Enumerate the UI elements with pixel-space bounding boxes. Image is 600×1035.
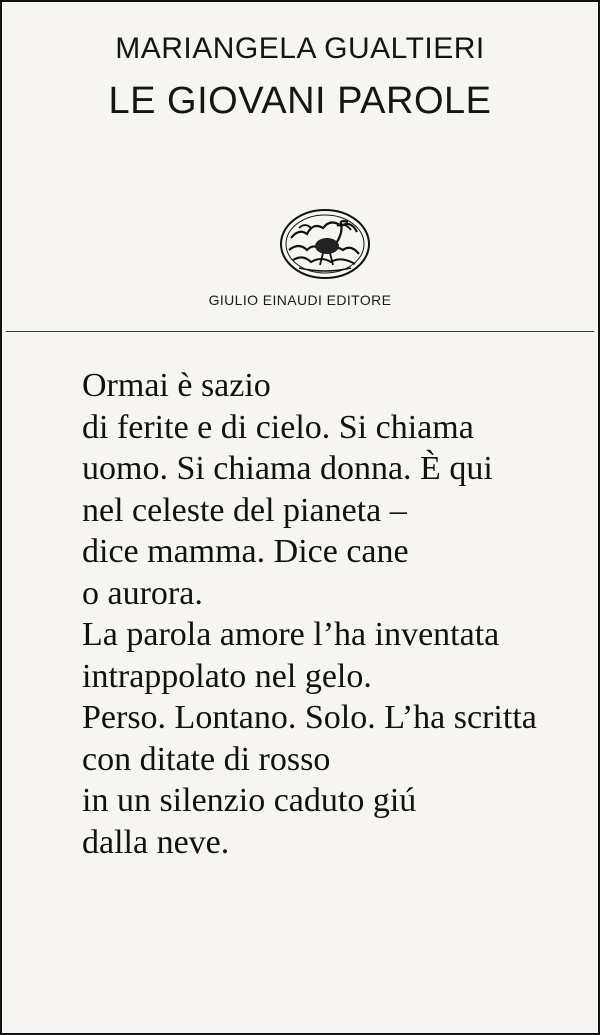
publisher-name: GIULIO EINAUDI EDITORE bbox=[208, 292, 392, 308]
poem-line: di ferite e di cielo. Si chiama bbox=[82, 408, 474, 446]
ostrich-emblem-icon bbox=[279, 208, 371, 280]
author-name: MARIANGELA GUALTIERI bbox=[115, 32, 485, 65]
poem-line: in un silenzio caduto giú bbox=[82, 782, 417, 819]
poem-line: dice mamma. Dice cane bbox=[82, 533, 409, 570]
poem-line: uomo. Si chiama donna. È qui bbox=[82, 450, 493, 487]
cover-divider bbox=[6, 331, 594, 332]
book-title: LE GIOVANI PAROLE bbox=[108, 80, 492, 122]
poem-line: intrappolato nel gelo. bbox=[82, 657, 372, 695]
poem-line: o aurora. bbox=[82, 574, 203, 612]
poem-line: Perso. Lontano. Solo. L’ha scritta bbox=[82, 699, 537, 736]
poem-line: dalla neve. bbox=[82, 823, 230, 861]
poem-line: La parola amore l’ha inventata bbox=[82, 616, 500, 653]
poem-text bbox=[82, 365, 537, 863]
poem-line: Ormai è sazio bbox=[82, 367, 271, 404]
poem-line: con ditate di rosso bbox=[82, 740, 331, 778]
poem-line: nel celeste del pianeta – bbox=[82, 491, 407, 529]
